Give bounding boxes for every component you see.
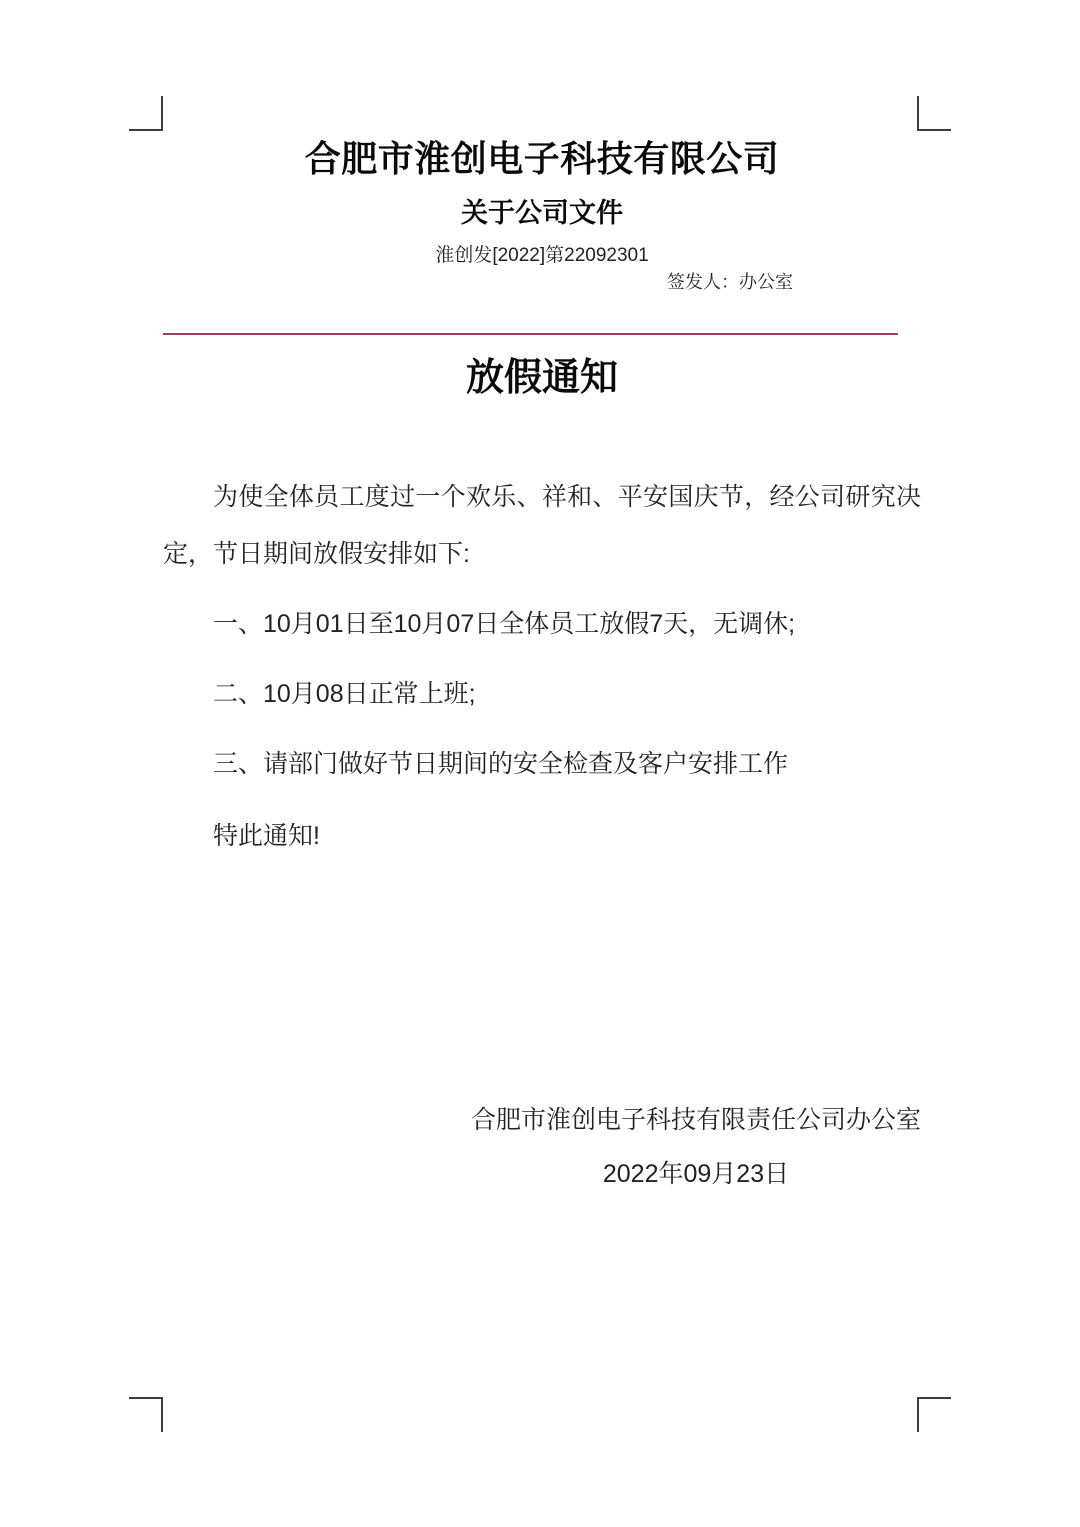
signature-office-name: 合肥市淮创电子科技有限责任公司办公室	[470, 1105, 921, 1134]
notice-item-2: 二、10月08日正常上班;	[213, 679, 476, 708]
signature-date: 2022年09月23日	[602, 1160, 790, 1189]
notice-intro-paragraph: 为使全体员工度过一个欢乐、祥和、平安国庆节，经公司研究决定，节日期间放假安排如下:	[163, 482, 921, 568]
notice-item-1: 一、10月01日至10月07日全体员工放假7天，无调休;	[213, 609, 796, 638]
crop-mark-top-right-icon	[917, 96, 951, 131]
issuer-line: 签发人：办公室	[667, 272, 793, 293]
red-separator-line	[163, 333, 898, 335]
notice-closing: 特此通知!	[213, 821, 320, 850]
notice-title: 放假通知	[465, 356, 618, 399]
crop-mark-top-left-icon	[129, 96, 163, 131]
document-type-heading: 关于公司文件	[461, 198, 623, 229]
notice-item-3: 三、请部门做好节日期间的安全检查及客户安排工作	[213, 749, 789, 778]
crop-mark-bottom-left-icon	[129, 1397, 163, 1432]
document-text-area	[163, 131, 921, 1194]
signature-block	[471, 1102, 921, 1194]
crop-mark-bottom-right-icon	[917, 1397, 951, 1432]
company-title: 合肥市淮创电子科技有限公司	[304, 138, 780, 179]
document-number: 淮创发[2022]第22092301	[435, 244, 649, 266]
